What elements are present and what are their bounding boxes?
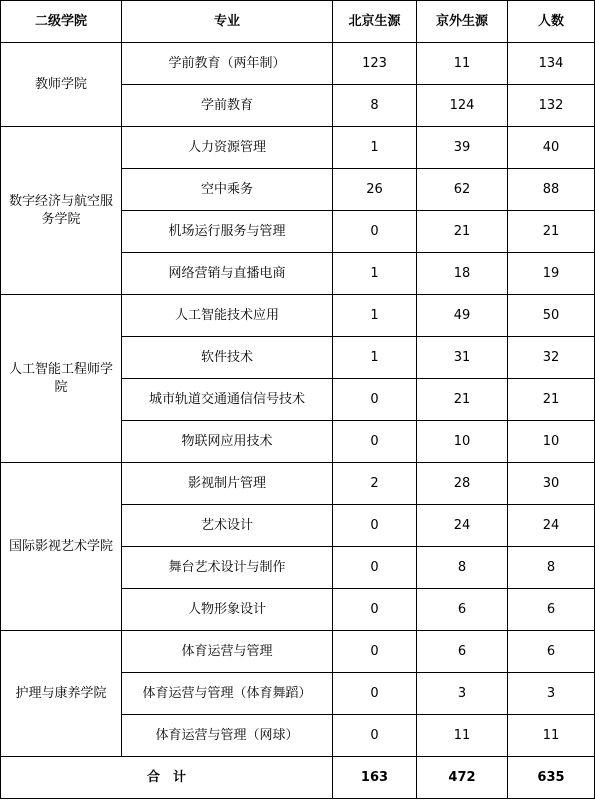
beijing-count: 0 [333, 631, 417, 673]
header-row [1, 1, 595, 43]
outside-count: 11 [417, 43, 508, 85]
major-name: 影视制片管理 [122, 463, 333, 505]
beijing-count: 0 [333, 547, 417, 589]
beijing-count: 8 [333, 85, 417, 127]
total-count: 40 [508, 127, 595, 169]
total-count: 19 [508, 253, 595, 295]
outside-count: 18 [417, 253, 508, 295]
college-name: 数字经济与航空服务学院 [1, 127, 122, 295]
beijing-count: 0 [333, 421, 417, 463]
total-beijing: 163 [333, 757, 417, 799]
table-row [1, 463, 595, 505]
outside-count: 11 [417, 715, 508, 757]
table-row [1, 127, 595, 169]
header-total: 人数 [508, 1, 595, 43]
total-count: 21 [508, 379, 595, 421]
header-outside: 京外生源 [417, 1, 508, 43]
beijing-count: 1 [333, 295, 417, 337]
beijing-count: 0 [333, 379, 417, 421]
major-name: 人力资源管理 [122, 127, 333, 169]
table-row [1, 295, 595, 337]
college-name: 教师学院 [1, 43, 122, 127]
total-count: 134 [508, 43, 595, 85]
total-all: 635 [508, 757, 595, 799]
total-count: 6 [508, 631, 595, 673]
outside-count: 10 [417, 421, 508, 463]
table-row [1, 631, 595, 673]
outside-count: 21 [417, 211, 508, 253]
outside-count: 124 [417, 85, 508, 127]
header-beijing: 北京生源 [333, 1, 417, 43]
college-name: 人工智能工程师学院 [1, 295, 122, 463]
total-count: 32 [508, 337, 595, 379]
total-count: 8 [508, 547, 595, 589]
major-name: 学前教育 [122, 85, 333, 127]
beijing-count: 1 [333, 127, 417, 169]
outside-count: 3 [417, 673, 508, 715]
outside-count: 21 [417, 379, 508, 421]
outside-count: 6 [417, 631, 508, 673]
major-name: 体育运营与管理 [122, 631, 333, 673]
total-count: 30 [508, 463, 595, 505]
total-count: 3 [508, 673, 595, 715]
college-name: 护理与康养学院 [1, 631, 122, 757]
total-row [1, 757, 595, 799]
major-name: 城市轨道交通通信信号技术 [122, 379, 333, 421]
outside-count: 39 [417, 127, 508, 169]
outside-count: 62 [417, 169, 508, 211]
major-name: 人物形象设计 [122, 589, 333, 631]
major-name: 舞台艺术设计与制作 [122, 547, 333, 589]
beijing-count: 0 [333, 211, 417, 253]
beijing-count: 0 [333, 589, 417, 631]
beijing-count: 0 [333, 673, 417, 715]
outside-count: 49 [417, 295, 508, 337]
major-name: 网络营销与直播电商 [122, 253, 333, 295]
beijing-count: 26 [333, 169, 417, 211]
total-count: 88 [508, 169, 595, 211]
beijing-count: 0 [333, 715, 417, 757]
beijing-count: 0 [333, 505, 417, 547]
total-count: 10 [508, 421, 595, 463]
header-major: 专业 [122, 1, 333, 43]
outside-count: 28 [417, 463, 508, 505]
college-name: 国际影视艺术学院 [1, 463, 122, 631]
beijing-count: 1 [333, 337, 417, 379]
total-label: 合 计 [1, 757, 333, 799]
major-name: 软件技术 [122, 337, 333, 379]
total-count: 6 [508, 589, 595, 631]
beijing-count: 1 [333, 253, 417, 295]
total-count: 11 [508, 715, 595, 757]
total-count: 21 [508, 211, 595, 253]
major-name: 艺术设计 [122, 505, 333, 547]
beijing-count: 2 [333, 463, 417, 505]
total-count: 24 [508, 505, 595, 547]
table-row [1, 43, 595, 85]
outside-count: 31 [417, 337, 508, 379]
outside-count: 24 [417, 505, 508, 547]
major-name: 机场运行服务与管理 [122, 211, 333, 253]
total-count: 132 [508, 85, 595, 127]
total-count: 50 [508, 295, 595, 337]
major-name: 学前教育（两年制） [122, 43, 333, 85]
beijing-count: 123 [333, 43, 417, 85]
header-college: 二级学院 [1, 1, 122, 43]
total-outside: 472 [417, 757, 508, 799]
major-name: 体育运营与管理（网球） [122, 715, 333, 757]
outside-count: 8 [417, 547, 508, 589]
major-name: 空中乘务 [122, 169, 333, 211]
major-name: 体育运营与管理（体育舞蹈） [122, 673, 333, 715]
major-name: 物联网应用技术 [122, 421, 333, 463]
major-name: 人工智能技术应用 [122, 295, 333, 337]
outside-count: 6 [417, 589, 508, 631]
